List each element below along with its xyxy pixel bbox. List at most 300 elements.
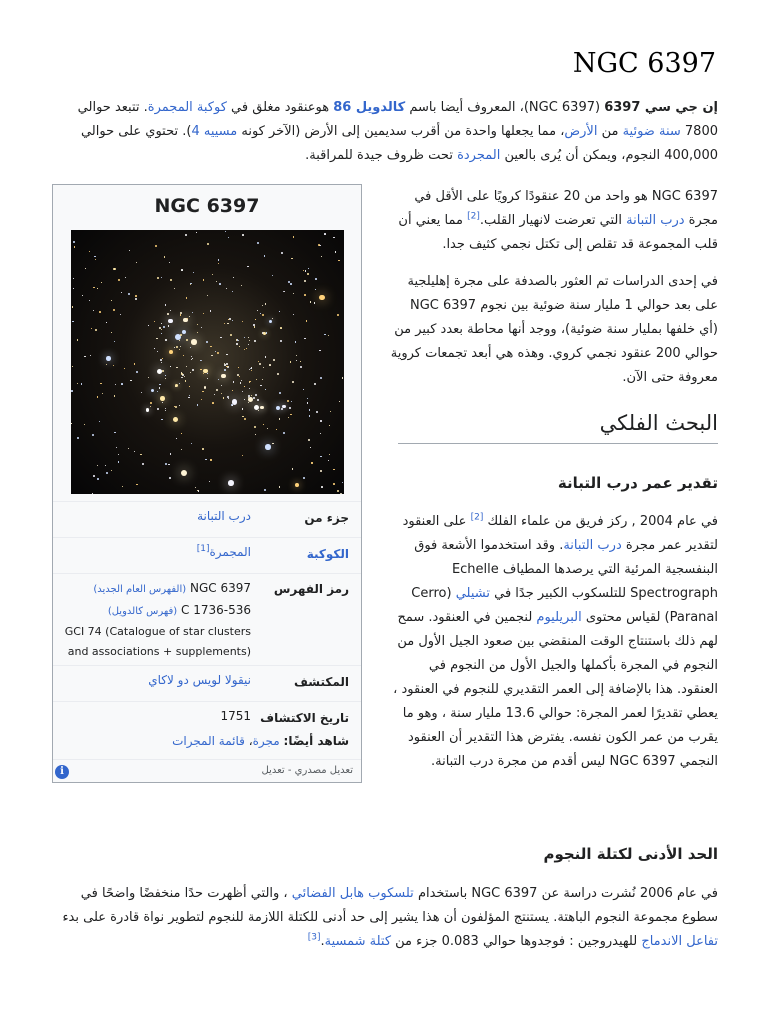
star (337, 490, 339, 492)
link-light-year[interactable]: سنة ضوئية (622, 124, 681, 139)
star (161, 333, 162, 334)
star (239, 346, 240, 347)
star (113, 365, 114, 366)
star (142, 463, 144, 465)
link-caldwell-catalog[interactable]: (فهرس كالدويل) (107, 606, 178, 617)
star (187, 318, 188, 319)
star (263, 367, 264, 368)
star (161, 323, 162, 324)
star (203, 279, 205, 281)
star-cluster-image[interactable] (71, 230, 344, 494)
star (186, 366, 187, 367)
star (116, 447, 117, 448)
star (282, 405, 285, 408)
star (203, 313, 205, 315)
star (279, 311, 280, 312)
star (223, 397, 224, 398)
star (305, 270, 306, 271)
star (260, 385, 261, 386)
star (277, 373, 279, 375)
star (248, 344, 249, 345)
row-label: تاريخ الاكتشاف (260, 711, 349, 725)
star (180, 346, 181, 347)
infobox-row-catalog (53, 573, 361, 666)
star (170, 453, 172, 455)
intro-text: تحت ظروف جيدة للمراقبة. (305, 148, 458, 163)
star (93, 475, 95, 477)
infobox (52, 184, 362, 783)
star (248, 402, 250, 404)
star (224, 369, 226, 371)
see-also-label: شاهد أيضًا: (283, 734, 349, 748)
star (89, 251, 90, 252)
star (295, 483, 299, 487)
star (293, 293, 294, 294)
intro-bold-name: إن جي سي 6397 (604, 100, 718, 115)
link-galaxy[interactable]: مجرة (252, 734, 280, 748)
catalog-caldwell: C 1736-536 (181, 603, 251, 617)
star (168, 319, 173, 324)
star (329, 425, 330, 426)
star (125, 277, 126, 278)
intro-text: (NGC 6397)، المعروف أيضا باسم (405, 100, 605, 115)
star (169, 477, 171, 479)
star (169, 262, 170, 263)
star (81, 383, 83, 385)
star (190, 284, 191, 285)
star (308, 439, 310, 441)
star (190, 372, 191, 373)
star (114, 432, 116, 434)
star (175, 406, 177, 408)
star (227, 396, 229, 398)
star (255, 434, 256, 435)
star (205, 459, 207, 461)
star (189, 395, 190, 396)
star (155, 245, 157, 247)
star (276, 406, 280, 410)
star (303, 389, 304, 390)
star (200, 360, 201, 361)
page-title: NGC 6397 (572, 48, 716, 79)
link-fusion-reaction[interactable]: تفاعل الاندماج (641, 934, 718, 949)
milky-way-age-paragraph (388, 510, 718, 774)
star (190, 347, 191, 348)
star (225, 231, 226, 232)
star (265, 303, 266, 304)
info-icon[interactable]: i (55, 765, 69, 779)
star (184, 376, 185, 377)
star (232, 405, 233, 406)
star (113, 268, 115, 270)
star (159, 387, 161, 389)
star (281, 408, 283, 410)
star (306, 320, 308, 322)
star (162, 402, 163, 403)
star (97, 288, 98, 289)
star (314, 302, 315, 303)
star (324, 233, 326, 235)
star (279, 418, 281, 420)
star (189, 316, 190, 317)
star (165, 463, 167, 465)
star (258, 361, 259, 362)
star (217, 352, 219, 354)
star (97, 478, 99, 480)
star (95, 329, 97, 331)
star (304, 338, 306, 340)
star (93, 287, 95, 289)
star (262, 305, 263, 306)
star (72, 306, 73, 307)
star (74, 246, 76, 248)
link-hubble-telescope[interactable]: تلسكوب هابل الفضائي (291, 886, 414, 901)
star (249, 388, 251, 390)
star (210, 346, 212, 348)
star (212, 402, 214, 404)
minimum-mass-paragraph (50, 882, 718, 954)
star (315, 278, 317, 280)
star (304, 280, 306, 282)
star (238, 367, 239, 368)
star (197, 324, 198, 325)
star (246, 348, 247, 349)
star (128, 448, 129, 449)
star (165, 304, 166, 305)
star (192, 312, 194, 314)
star (300, 366, 302, 368)
star (218, 263, 219, 264)
separator: ، (244, 734, 253, 748)
link-naked-eye[interactable]: المجردة (457, 148, 501, 163)
star (162, 358, 163, 359)
star (218, 259, 219, 260)
star (99, 311, 101, 313)
star (154, 348, 155, 349)
star (303, 477, 305, 479)
star (196, 232, 197, 233)
link-ara[interactable]: المجمرة (209, 545, 251, 559)
elliptical-galaxy-paragraph: في إحدى الدراسات تم العثور بالصدفة على مجرة إهليلجية على بعد حوالي 1 مليار سنة ضوئية بين نجوم NGC 6397 (أي خلفها بمليار سنة ضوئية)، ووجد أنها محاطة بعدد كبير من حوالي 200 عنقود نجمي كروي. وهذه هي أبعد تجمعات كروية معروفة حتى الآن. (390, 274, 718, 385)
star (164, 256, 165, 257)
star (280, 340, 282, 342)
star (247, 266, 249, 268)
star (296, 360, 298, 362)
star (328, 460, 329, 461)
star (111, 470, 113, 472)
star (264, 489, 266, 491)
star (175, 384, 178, 387)
star (240, 382, 242, 384)
intro-text: هوعنقود مغلق في (226, 100, 334, 115)
star (227, 323, 229, 325)
star (100, 383, 102, 385)
star (161, 419, 163, 421)
star (219, 283, 221, 285)
star (272, 318, 273, 319)
intro-text: ، مما يجعلها واحدة من أقرب سديمين إلى الأرض (الآخر كونه (237, 124, 565, 139)
para-text: على العنقود لتقدير عمر مجرة (402, 514, 718, 553)
star (308, 268, 309, 269)
star (289, 407, 291, 409)
star (340, 493, 342, 495)
link-earth[interactable]: الأرض (564, 124, 598, 139)
star (135, 298, 137, 300)
star (280, 327, 282, 329)
star (182, 377, 183, 378)
star (136, 262, 137, 263)
star (85, 268, 86, 269)
star (118, 461, 120, 463)
star (283, 291, 284, 292)
star (207, 373, 208, 374)
star (244, 337, 245, 338)
star (201, 399, 202, 400)
reference-3[interactable]: [3] (307, 932, 321, 943)
star (129, 250, 130, 251)
star (279, 392, 281, 394)
star (304, 294, 306, 296)
star (201, 327, 202, 328)
star (185, 380, 187, 382)
star (156, 338, 157, 339)
see-also (172, 734, 349, 748)
star (146, 408, 149, 411)
row-label-link[interactable]: الكوكبة (306, 547, 349, 561)
star (84, 424, 85, 425)
link-solar-mass[interactable]: كتلة شمسية (324, 934, 392, 949)
link-milky-way[interactable]: درب التبانة (563, 538, 622, 553)
star (192, 369, 194, 371)
star (157, 277, 159, 279)
star (224, 323, 226, 325)
star (186, 339, 188, 341)
star (170, 310, 171, 311)
star (161, 329, 162, 330)
star (224, 363, 225, 364)
para-text: مما يعني أن قلب المجموعة قد تقلص إلى تكتل نجمي كثيف جدا. (398, 213, 718, 252)
star (267, 428, 268, 429)
star (97, 465, 98, 466)
star (262, 379, 263, 380)
star (140, 454, 142, 456)
star (276, 429, 277, 430)
star (202, 391, 204, 393)
star (254, 340, 256, 342)
star (320, 456, 322, 458)
star (157, 408, 159, 410)
star (333, 237, 335, 239)
star (273, 359, 275, 361)
star (91, 328, 92, 329)
star (259, 363, 261, 365)
star (281, 252, 283, 254)
star (311, 462, 312, 463)
star (176, 438, 177, 439)
star (174, 347, 175, 348)
star (256, 379, 258, 381)
star (118, 454, 120, 456)
star (266, 332, 268, 334)
star (134, 363, 135, 364)
star (165, 408, 166, 409)
star (124, 368, 125, 369)
para-text: (Cerro Paranal) لقياس محتوى (411, 586, 718, 625)
star (121, 292, 122, 293)
star (321, 486, 323, 488)
star (151, 389, 155, 393)
subsection-heading-milky-way-age: تقدير عمر درب التبانة (557, 474, 718, 492)
star (220, 337, 222, 339)
link-messier-4[interactable]: مسييه 4 (191, 124, 238, 139)
star (148, 377, 150, 379)
link-milky-way[interactable]: درب التبانة (626, 213, 685, 228)
star (260, 406, 263, 409)
star (148, 325, 149, 326)
star (260, 313, 261, 314)
star (193, 272, 194, 273)
star (258, 410, 259, 411)
star (265, 444, 271, 450)
reference-2[interactable]: [2] (470, 512, 484, 523)
para-text: لنجمين في العنقود. سمح لهم ذلك باستنتاج الوقت المنقضي بين صعود الجيل الأول من النجوم في المجرة بأكملها والجيل الأول من النجوم في العنقود. هذا بالإضافة إلى العمر التقديري للنجوم في العنقود ، يعطي تقديرًا لعمر المجرة: حوالي 13.6 مليار سنة ، وهو ما يقرب من عمر الكون نفسه. يفترض هذا التقدير أن العنقود النجمي NGC 6397 ليس أقدم من مجرة درب التبانة. (393, 610, 718, 769)
star (173, 417, 178, 422)
row-label: المكتشف (293, 675, 349, 689)
star (141, 392, 142, 393)
link-milky-way[interactable]: درب التبانة (197, 509, 251, 523)
star (179, 383, 180, 384)
star (161, 362, 162, 363)
star (244, 386, 245, 387)
star (255, 394, 257, 396)
star (120, 314, 122, 316)
star (310, 447, 311, 448)
star (337, 314, 339, 316)
star (290, 283, 292, 285)
star (210, 310, 212, 312)
star (113, 309, 115, 311)
link-ara-constellation[interactable]: كوكبة المجمرة (147, 100, 227, 115)
star (272, 275, 274, 277)
star (180, 334, 182, 336)
link-caldwell-86[interactable]: كالدويل 86 (333, 100, 406, 115)
star (251, 370, 253, 372)
star (218, 379, 219, 380)
star (181, 449, 182, 450)
star (284, 291, 285, 292)
star (181, 269, 183, 271)
star (319, 350, 321, 352)
star (73, 288, 74, 289)
star (257, 399, 259, 401)
star (197, 404, 199, 406)
star (101, 282, 102, 283)
star (207, 378, 208, 379)
link-discoverer[interactable]: نيقولا لويس دو لاكاي (148, 673, 251, 687)
reference-1[interactable]: [1] (196, 544, 210, 554)
star (296, 355, 297, 356)
star (118, 279, 120, 281)
star (309, 409, 311, 411)
star (291, 401, 293, 403)
star (84, 356, 85, 357)
star (185, 234, 187, 236)
star (265, 389, 266, 390)
star (236, 343, 238, 345)
catalog-ngc: NGC 6397 (189, 581, 251, 595)
star (106, 322, 107, 323)
link-chile[interactable]: تشيلي (455, 586, 490, 601)
star (242, 391, 243, 392)
star (150, 406, 152, 408)
star (191, 339, 197, 345)
link-ngc-catalog[interactable]: (الفهرس العام الجديد) (93, 584, 187, 595)
star (210, 459, 211, 460)
star (71, 423, 72, 424)
star (249, 340, 250, 341)
star (254, 426, 256, 428)
star (180, 314, 182, 316)
star (321, 256, 322, 257)
reference-2[interactable]: [2] (467, 211, 480, 222)
star (209, 481, 210, 482)
star (150, 402, 152, 404)
star (279, 486, 281, 488)
star (226, 288, 227, 289)
star (179, 349, 180, 350)
star (215, 351, 216, 352)
infobox-row-constellation (53, 537, 361, 574)
star (165, 410, 167, 412)
star (71, 390, 73, 392)
star (244, 399, 245, 400)
star (95, 259, 97, 261)
star (320, 420, 322, 422)
star (338, 260, 340, 262)
star (232, 390, 233, 391)
star (212, 274, 213, 275)
link-beryllium[interactable]: البريليوم (536, 610, 582, 625)
catalog-gci: GCI 74 (Catalogue of star clusters and associations + supplements) (64, 625, 251, 658)
star (221, 374, 226, 379)
star (242, 321, 243, 322)
star (206, 341, 208, 343)
star (207, 243, 209, 245)
star (242, 408, 243, 409)
star (197, 490, 198, 491)
star (269, 320, 272, 323)
star (288, 417, 289, 418)
star (174, 288, 175, 289)
edit-links[interactable]: تعديل مصدري - تعديل (261, 765, 353, 776)
star (216, 389, 218, 391)
star (162, 370, 164, 372)
star (159, 384, 161, 386)
infobox-row-discovery-date (53, 701, 361, 730)
star (292, 381, 294, 383)
link-list-of-galaxies[interactable]: قائمة المجرات (172, 734, 245, 748)
star (203, 373, 204, 374)
star (242, 234, 244, 236)
star (176, 367, 178, 369)
star (73, 278, 74, 279)
star (283, 432, 285, 434)
star (339, 401, 340, 402)
star (92, 434, 94, 436)
star (292, 468, 294, 470)
star (244, 349, 246, 351)
star (114, 341, 115, 342)
